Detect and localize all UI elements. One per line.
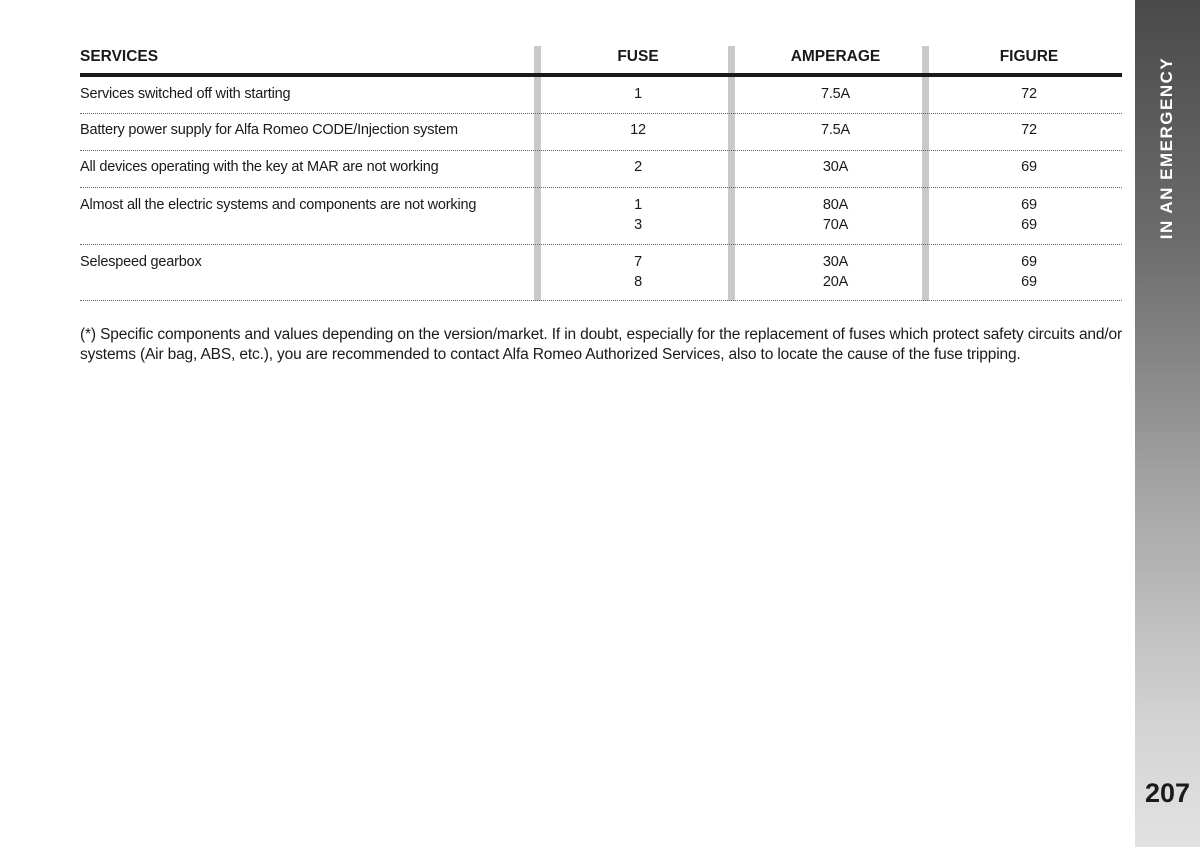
- amperage-value: 30A: [822, 159, 849, 175]
- figure-value: 69: [1021, 217, 1037, 233]
- figure-value: 69: [1021, 159, 1037, 175]
- fuse-value: 3: [634, 217, 642, 233]
- service-cell: Almost all the electric systems and components are not working: [80, 197, 477, 213]
- figure-cell: [929, 84, 1122, 113]
- fuse-cell: [534, 84, 735, 113]
- section-title: [1135, 40, 1200, 255]
- header-services: SERVICES: [80, 47, 159, 65]
- figure-value: 69: [1021, 197, 1037, 213]
- header-figure: FIGURE: [999, 47, 1059, 65]
- figure-value: 72: [1021, 122, 1037, 138]
- fuse-cell: [534, 157, 735, 187]
- service-cell: Selespeed gearbox: [80, 254, 202, 270]
- fuse-value: 7: [634, 254, 642, 270]
- fuse-value: 1: [634, 197, 642, 213]
- amperage-cell: [735, 195, 929, 244]
- figure-cell: [929, 157, 1122, 187]
- table-row: [80, 245, 1122, 301]
- table-row: [80, 114, 1122, 151]
- amperage-value: 7.5A: [820, 122, 851, 138]
- table-row: [80, 77, 1122, 114]
- figure-value: 72: [1021, 86, 1037, 102]
- amperage-value: 30A: [822, 254, 849, 270]
- table-row: [80, 188, 1122, 245]
- figure-value: 69: [1021, 254, 1037, 270]
- fuse-cell: [534, 120, 735, 150]
- table-row: [80, 151, 1122, 188]
- service-cell: Battery power supply for Alfa Romeo CODE/Injection system: [80, 122, 458, 138]
- amperage-value: 80A: [822, 197, 849, 213]
- section-title-text: IN AN EMERGENCY: [1157, 56, 1177, 239]
- header-fuse: FUSE: [617, 47, 659, 65]
- amperage-value: 20A: [822, 274, 849, 290]
- fuse-value: 8: [634, 274, 642, 290]
- figure-cell: [929, 120, 1122, 150]
- fuse-value: 2: [634, 159, 642, 175]
- amperage-value: 70A: [822, 217, 849, 233]
- fuse-table: [80, 40, 1122, 301]
- amperage-cell: [735, 84, 929, 113]
- amperage-value: 7.5A: [820, 86, 851, 102]
- fuse-cell: [534, 252, 735, 300]
- fuse-value: 1: [634, 86, 642, 102]
- footnote: (*) Specific components and values depending on the version/market. If in doubt, especially for the replacement of fuses which protect safety circuits and/or systems (Air bag, ABS, etc.), you are recommended to contact Alfa Romeo Authorized Services, also to locate the cause of the fuse tripping.: [80, 326, 1122, 363]
- service-cell: All devices operating with the key at MAR are not working: [80, 159, 439, 175]
- amperage-cell: [735, 120, 929, 150]
- table-header: [80, 40, 1122, 77]
- service-cell: Services switched off with starting: [80, 86, 291, 102]
- page-number: 207: [1144, 778, 1191, 808]
- fuse-value: 12: [630, 122, 646, 138]
- header-amperage: AMPERAGE: [790, 47, 881, 65]
- amperage-cell: [735, 157, 929, 187]
- fuse-cell: [534, 195, 735, 244]
- amperage-cell: [735, 252, 929, 300]
- figure-value: 69: [1021, 274, 1037, 290]
- page-content: [80, 40, 1122, 381]
- figure-cell: [929, 195, 1122, 244]
- figure-cell: [929, 252, 1122, 300]
